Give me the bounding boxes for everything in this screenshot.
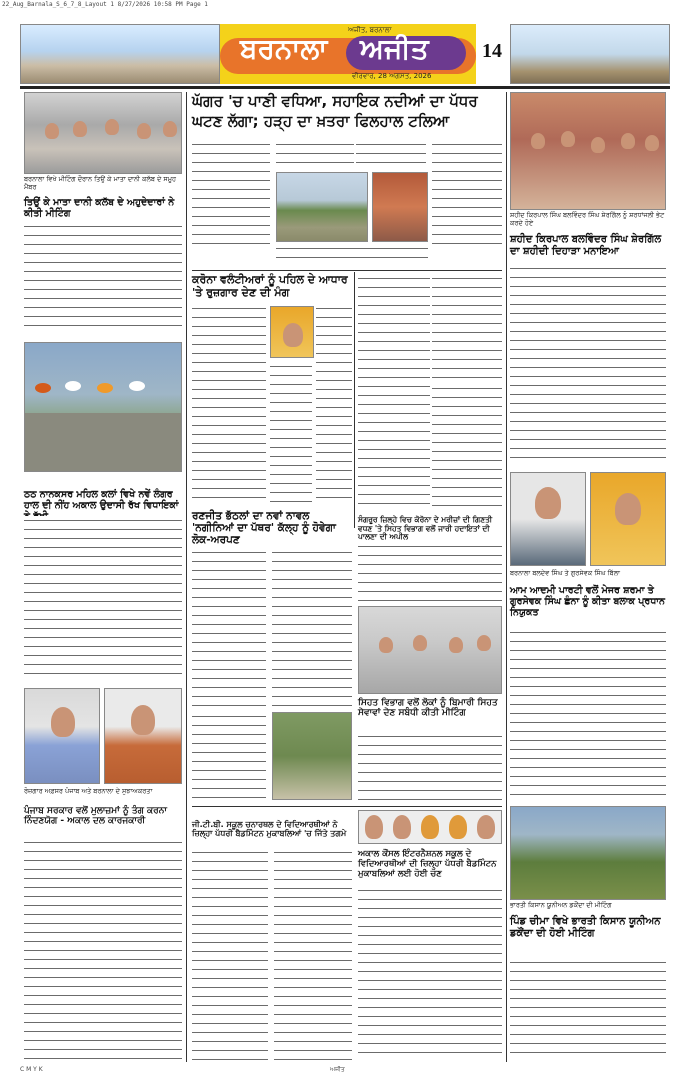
page-number: 14 [482, 40, 502, 62]
banner-strip: ਸੰਗਰੂਰ ਜ਼ਿਲ੍ਹੇ ਵਿਚ ਕੋਰੋਨਾ ਦੇ ਮਰੀਜ਼ਾਂ ਦੀ ਗਿਣਤੀ ਵਧਣ 'ਤੇ ਸਿਹਤ ਵਿਭਾਗ ਵਲੋਂ ਜਾਰੀ ਹਦਾਇਤਾਂ ਦੀ ਪਾਲਣਾ ਦੀ ਅਪੀਲ [358, 515, 493, 542]
health-headline: ਸਿਹਤ ਵਿਭਾਗ ਵਲੋਂ ਲੋਕਾਂ ਨੂੰ ਬਿਮਾਰੀ ਸਿਹਤ ਸੇਵਾਵਾਂ ਦੇਣ ਸਬੰਧੀ ਕੀਤੀ ਮੀਟਿੰਗ [358, 698, 498, 719]
center-body-a [192, 304, 266, 504]
center-body-c [270, 362, 312, 502]
right3-body [510, 958, 666, 1060]
left3-photo-b [104, 688, 182, 784]
left2-headline: ਠਠ ਨਾਨਕਸਰ ਮਹਿਲ ਕਲਾਂ ਵਿਖੇ ਨਵੇਂ ਲੰਗਰ ਹਾਲ ਦੀ ਨੀਂਹ ਅਕਾਲ ਉਦਾਸੀ ਰੱਖ ਵਿਧਾਇਕਾਂ [24, 489, 179, 511]
students-photos [358, 810, 502, 844]
left3-body [24, 838, 182, 1063]
city-title: ਬਰਨਾਲਾ [240, 34, 328, 65]
mid-headline: ਰਣਜੀਤ ਭੱਠਲਾਂ ਦਾ ਨਵਾਂ ਨਾਵਲ 'ਨਗੀਨਿਆਂ ਦਾ ਪੱਥਰ' ਕੱਲ੍ਹ ਨੂੰ ਹੋਵੇਗਾ ਲੋਕ-ਅਰਪਣ [192, 510, 336, 547]
right1-body [510, 264, 666, 464]
date-label: ਵੀਰਵਾਰ, 28 ਅਗਸਤ, 2026 [352, 72, 432, 80]
students-body [358, 886, 502, 1060]
left1-caption: ਬਰਨਾਲਾ ਵਿਖੇ ਮੀਟਿੰਗ ਦੌਰਾਨ ਤਿਉਂ ਕੇ ਮਾਤਾ ਦਾਨੀ ਕਲੱਬ ਦੇ ਸਮੂਹ ਮੈਂਬਰ [24, 175, 176, 191]
masthead [20, 24, 670, 84]
center-body-b [316, 304, 352, 504]
right1-headline: ਸ਼ਹੀਦ ਕਿਰਪਾਲ ਬਲਵਿੰਦਰ ਸਿੰਘ ਸ਼ੇਰਗਿੱਲ ਦਾ ਸ਼ਹੀਦੀ ਦਿਹਾੜਾ ਮਨਾਇਆ [510, 234, 662, 257]
masthead-rule [20, 86, 670, 89]
right-masthead-photo [510, 24, 670, 84]
right3-caption: ਭਾਰਤੀ ਕਿਸਾਨ ਯੂਨੀਅਨ ਡਕੌਂਦਾ ਦੀ ਮੀਟਿੰਗ [510, 901, 612, 909]
left-masthead-photo [20, 24, 220, 84]
right2-photo-b [590, 472, 666, 566]
lead-photo-bricks [372, 172, 428, 242]
lead-body-a [192, 140, 270, 252]
health-body [358, 732, 502, 804]
lead-photo-river [276, 172, 368, 242]
left3-headline: ਪੰਜਾਬ ਸਰਕਾਰ ਵਲੋਂ ਮੁਲਾਜ਼ਮਾਂ ਨੂੰ ਤੰਗ ਕਰਨਾ ਨਿੰਦਣਯੋਗ - ਅਕਾਲ ਦਲ ਕਾਰਜਕਾਰੀ [24, 806, 167, 827]
right3-photo [510, 806, 666, 900]
left2-body [24, 516, 182, 681]
footer-left: C M Y K [20, 1066, 43, 1073]
left3-caption: ਰੋਜ਼ਗਾਰ ਅਫ਼ਸਰ ਪੰਜਾਬ ਅਤੇ ਬਰਨਾਲਾ ਦੇ ਸੁਝਾਅਕਰਤਾ [24, 787, 153, 795]
left2-photo [24, 342, 182, 472]
col3b-photo [358, 606, 502, 694]
right2-body [510, 628, 666, 798]
right2-headline: ਆਮ ਆਦਮੀ ਪਾਰਟੀ ਵਲੋਂ ਮੇਜਰ ਸ਼ਰਮਾ ਤੇ ਗੁਰਸੇਵਕ ਸਿੰਘ ਛੰਨਾ ਨੂੰ ਕੀਤਾ ਬਲਾਕ ਪ੍ਰਧਾਨ ਨਿਯੁਕਤ [510, 585, 665, 618]
right1-caption: ਸ਼ਹੀਦ ਕਿਰਪਾਲ ਸਿੰਘ ਬਲਵਿੰਦਰ ਸਿੰਘ ਸ਼ੇਰਗਿੱਲ ਨੂੰ ਸ਼ਰਧਾਂਜਲੀ ਭੇਟ ਕਰਦੇ ਹੋਏ [510, 211, 665, 227]
lead-body-c [356, 140, 426, 170]
paper-title: ਅਜੀਤ [360, 34, 429, 65]
left1-headline: ਤਿਉਂ ਕੇ ਮਾਤਾ ਦਾਨੀ ਕਲੱਬ ਦੇ ਅਹੁਦੇਦਾਰਾਂ ਨੇ ਕੀਤੀ ਮੀਟਿੰਗ [24, 197, 175, 219]
col-divider-2 [354, 272, 355, 528]
col3b-body [358, 542, 502, 604]
left1-photo [24, 92, 182, 174]
students-headline: ਅਕਾਲ ਕੌਂਸਲ ਇੰਟਰਨੈਸ਼ਨਲ ਸਕੂਲ ਦੇ ਵਿਦਿਆਰਥੀਆਂ ਦੀ ਜ਼ਿਲ੍ਹਾ ਪੱਧਰੀ ਬੈਡਮਿੰਟਨ ਮੁਕਾਬਲਿਆਂ ਲਈ ਹੋਈ ਚੋਣ [358, 849, 497, 879]
right1-photo [510, 92, 666, 210]
file-line: 22_Aug_Barnala_S_6_7_8_Layout 1 8/27/2026 10:58 PM Page 1 [2, 1, 208, 8]
lead-body-d [432, 140, 502, 252]
lead-body-e [276, 244, 428, 266]
left1-body [24, 222, 182, 332]
lead-body-b [276, 140, 354, 170]
ikk-headline: ਜੀ.ਟੀ.ਬੀ. ਸਕੂਲ ਚਨਾਰਥਲ ਦੇ ਵਿਦਿਆਰਥੀਆਂ ਨੇ ਜ਼ਿਲ੍ਹਾ ਪੱਧਰੀ ਬੈਡਮਿੰਟਨ ਮੁਕਾਬਲਿਆਂ 'ਚ ਜਿੱਤੇ ਤਗਮੇ [192, 820, 347, 839]
right2-caption: ਬਰਨਾਲਾ ਬਲਦੇਵ ਸਿੰਘ ਤੇ ਗੁਰਸੇਵਕ ਸਿੰਘ ਬਿੱਲਾ [510, 569, 620, 577]
left3-photo-a [24, 688, 100, 784]
place-label: ਅਜੀਤ, ਬਰਨਾਲਾ [348, 26, 392, 34]
right3-headline: ਪਿੰਡ ਚੀਮਾ ਵਿਖੇ ਭਾਰਤੀ ਕਿਸਾਨ ਯੂਨੀਅਨ ਡਕੌਂਦਾ ਦੀ ਹੋਈ ਮੀਟਿੰਗ [510, 916, 661, 939]
mid-body-b [272, 548, 352, 708]
mid-body-a [192, 548, 266, 708]
center-portrait [270, 306, 314, 358]
mid-photo [272, 712, 352, 800]
col-divider-3 [506, 92, 507, 1062]
lead-headline-2: ਘਟਣ ਲੱਗਾ; ਹੜ੍ਹ ਦਾ ਖ਼ਤਰਾ ਫਿਲਹਾਲ ਟਲਿਆ [192, 112, 450, 130]
title-panel [220, 24, 476, 84]
mid-body-c [192, 712, 266, 802]
lead-headline-1: ਘੱਗਰ 'ਚ ਪਾਣੀ ਵਧਿਆ, ਸਹਾਇਕ ਨਦੀਆਂ ਦਾ ਪੱਧਰ [192, 92, 478, 110]
right2-photo-a [510, 472, 586, 566]
footer-right: ਅਜੀਤ [330, 1066, 345, 1073]
row-rule-2 [192, 806, 502, 807]
col4-body-b [432, 384, 502, 510]
col-divider-1 [186, 92, 187, 1062]
center-headline: ਕਰੋਨਾ ਵਲੰਟੀਅਰਾਂ ਨੂੰ ਪਹਿਲ ਦੇ ਆਧਾਰ 'ਤੇ ਰੁਜ਼ਗਾਰ ਦੇਣ ਦੀ ਮੰਗ [192, 273, 348, 299]
ikk-body-a [192, 848, 268, 1060]
col4-body [432, 274, 502, 378]
ikk-body-b [274, 848, 352, 1060]
col3-body [358, 274, 430, 510]
row-rule-1 [192, 270, 502, 271]
